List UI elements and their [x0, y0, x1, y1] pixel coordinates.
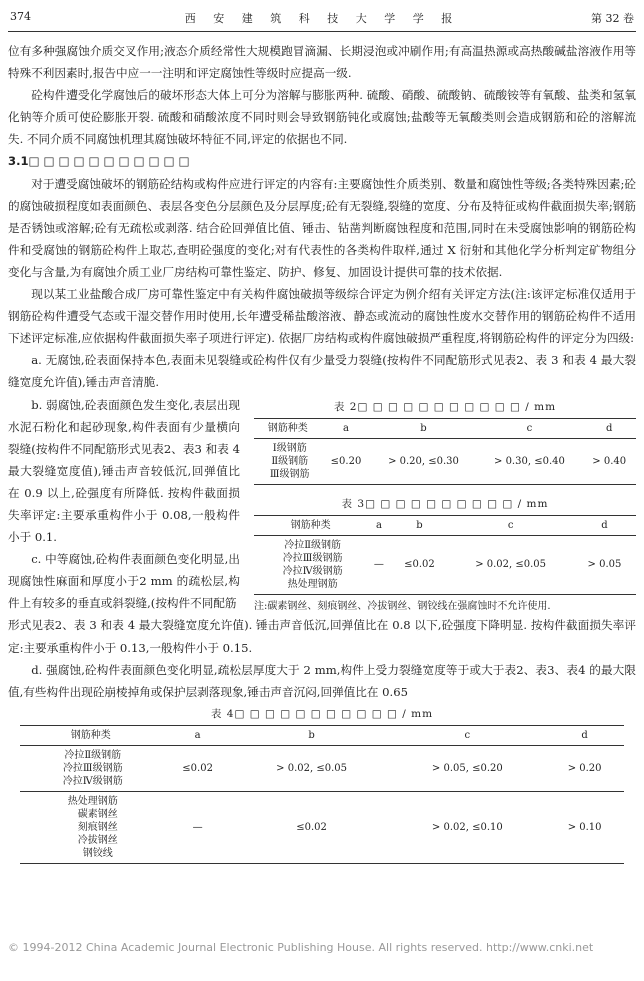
table-header: 钢筋种类: [254, 515, 367, 535]
table-header: a: [367, 515, 390, 535]
table-header: c: [476, 418, 582, 438]
table-header: c: [389, 725, 545, 745]
left-text-column: [8, 394, 240, 615]
two-column-block: [8, 394, 636, 615]
paragraph: 对于遭受腐蚀破坏的钢筋砼结构或构件应进行评定的内容有:主要腐蚀性介质类别、数量和腐蚀性等级;各类特殊因素;砼的腐蚀破损程度如表面颜色、表层各变色分层颜色及分层厚度;砼有无裂缝,裂缝的宽度、分布及特征或构件截面损失率;钢筋是否锈蚀或溶解;砼有无疏松或剥落. 结合砼回弹值比值、锤击、钻凿判断腐蚀程度和范围,同时在未受腐蚀影响的钢筋砼构件和受腐蚀的钢筋砼构件上取芯,查明砼强度的变化;对有代表性的各类构件取样,通过 X 衍射和其他化学分析判定矿物组分变化与含量,为有腐蚀介质工业厂房结构可靠性鉴定、防护、修复、加固设计提供可靠的技术依据.: [8, 176, 636, 279]
paragraph-grade-b: b. 弱腐蚀,砼表面颜色发生变化,表层出现水泥石粉化和起砂现象,构件表面有少量横向裂缝(按构件不同配筋形式见表2、表3 和表 4 最大裂缝宽度值),锤击声音较低沉,回弹值比在 0.9 以上,砼强度有所降低. 按构件截面损失率评定:主要承重构件小于 0.08,一般构件小于 0.1.: [8, 397, 240, 545]
paragraph: 位有多种强腐蚀介质交叉作用;液态介质经常性大规模跑冒滴漏、长期浸泡或冲刷作用;有高温热源或高热酸碱盐溶液作用等特殊不利因素时,报告中应一一注明和评定腐蚀性等级时应提高一级.: [8, 44, 636, 81]
paragraph: 现以某工业盐酸合成厂房可靠性鉴定中有关构件腐蚀破损等级综合评定为例介绍有关评定方法(注:该评定标准仅适用于钢筋砼构件遭受气态或干湿交替作用时使用,长年遭受稀盐酸溶液、静态或流动的腐蚀性废水交替作用的钢筋砼构件不适用下述评定标准,应依据构件截面损失率子项进行评定). 依据厂房结构或构件腐蚀破损严重程度,将钢筋砼构件的评定分为四级:: [8, 287, 636, 346]
paragraph-grade-c: c. 中等腐蚀,砼构件表面颜色变化明显,出现腐蚀性麻面和厚度小于2 mm 的疏松层,构件上有较多的垂直或斜裂缝,(按构件不同配筋: [8, 552, 240, 611]
table4-caption: 表 4□ □ □ □ □ □ □ □ □ □ □ / mm: [210, 707, 434, 720]
rebar-types: Ⅰ级钢筋 Ⅱ级钢筋 Ⅲ级钢筋: [269, 442, 310, 480]
table-cell: > 0.20, ≤0.30: [388, 455, 459, 467]
header-rule: [8, 31, 636, 32]
table-header: a: [321, 418, 370, 438]
section-heading: 3.1□ □ □ □ □ □ □ □ □ □ □: [8, 154, 190, 169]
rebar-types: 冷拉Ⅱ级钢筋 冷拉Ⅲ级钢筋 冷拉Ⅳ级钢筋 热处理钢筋: [282, 539, 343, 590]
table-header: b: [371, 418, 477, 438]
table-cell: ≤0.02: [182, 762, 213, 774]
journal-title: 西 安 建 筑 科 技 大 学 学 报: [184, 12, 460, 25]
table-header: d: [573, 515, 636, 535]
table-header: a: [162, 725, 234, 745]
table-cell: > 0.05: [587, 559, 622, 570]
table4: [20, 725, 624, 864]
tables-2-3: [254, 398, 636, 614]
table-cell: —: [373, 559, 384, 570]
table-header: 钢筋种类: [20, 725, 162, 745]
table-cell: > 0.02, ≤0.05: [276, 762, 347, 774]
table-cell: > 0.30, ≤0.40: [494, 455, 565, 467]
table-cell: > 0.02, ≤0.05: [475, 559, 547, 570]
table3-caption: 表 3□ □ □ □ □ □ □ □ □ □ / mm: [341, 497, 549, 510]
table2-caption: 表 2□ □ □ □ □ □ □ □ □ □ □ / mm: [333, 400, 557, 413]
running-header: [10, 8, 634, 28]
table-cell: > 0.10: [567, 821, 602, 833]
table-header: 钢筋种类: [254, 418, 321, 438]
table-header: b: [391, 515, 449, 535]
article-body: [8, 40, 636, 864]
table-header: c: [448, 515, 573, 535]
table-header: b: [234, 725, 390, 745]
paragraph-grade-c-cont: 形式见表2、表 3 和表 4 最大裂缝宽度允许值). 锤击声音低沉,回弹值比在 0.8 以下,砼强度下降明显. 按构件截面损失率评定:主要承重构件小于 0.13,一般构件小于 0.15.: [8, 618, 636, 655]
table-cell: > 0.40: [592, 455, 627, 467]
volume-label: 第 32 卷: [591, 12, 634, 25]
rebar-types: 冷拉Ⅱ级钢筋 冷拉Ⅲ级钢筋 冷拉Ⅳ级钢筋: [62, 749, 123, 787]
copyright-footer: © 1994-2012 China Academic Journal Electronic Publishing House. All rights reserved. http://www.cnki.net: [8, 941, 594, 954]
table-cell: ≤0.02: [296, 821, 327, 833]
table3: [254, 515, 636, 595]
table-header: d: [545, 725, 624, 745]
table-header: d: [582, 418, 636, 438]
table-cell: > 0.05, ≤0.20: [431, 762, 503, 774]
page-number: 374: [10, 10, 31, 23]
paragraph-grade-d: d. 强腐蚀,砼构件表面颜色变化明显,疏松层厚度大于 2 mm,构件上受力裂缝宽度等于或大于表2、表3、表4 的最大限值,有些构件出现砼崩棱掉角或保护层剥落现象,锤击声音沉闷,回弹值比在 0.65: [8, 662, 636, 699]
table2: [254, 418, 636, 485]
table4-block: [20, 707, 624, 864]
table-cell: > 0.02, ≤0.10: [431, 821, 503, 833]
table-cell: ≤0.20: [330, 455, 362, 467]
paragraph: 砼构件遭受化学腐蚀后的破坏形态大体上可分为溶解与膨胀两种. 硫酸、硝酸、硫酸钠、硫酸铵等有氧酸、盐类和氢氧化钠等介质可使砼膨胀开裂. 硫酸和硝酸浓度不同时则会导致钢筋钝化或腐蚀;盐酸等无氧酸类则会造成钢筋和砼的溶解流失. 不同介质不同腐蚀机理其腐蚀破坏特征不同,评定的依据也不同.: [8, 88, 636, 147]
table-cell: —: [192, 821, 203, 833]
table-cell: > 0.20: [567, 762, 602, 774]
table-cell: ≤0.02: [404, 559, 435, 570]
paragraph-grade-a: a. 无腐蚀,砼表面保持本色,表面未见裂缝或砼构件仅有少量受力裂缝(按构件不同配筋形式见表2、表 3 和表 4 最大裂缝宽度允许值),锤击声音清脆.: [8, 353, 636, 390]
rebar-types: 热处理钢筋 碳素钢丝 刻痕钢丝 冷拔钢丝 钢铰线: [67, 795, 118, 859]
table3-note: 注:碳素钢丝、刻痕钢丝、冷拔钢丝、钢铰线在强腐蚀时不允许使用.: [254, 600, 551, 612]
